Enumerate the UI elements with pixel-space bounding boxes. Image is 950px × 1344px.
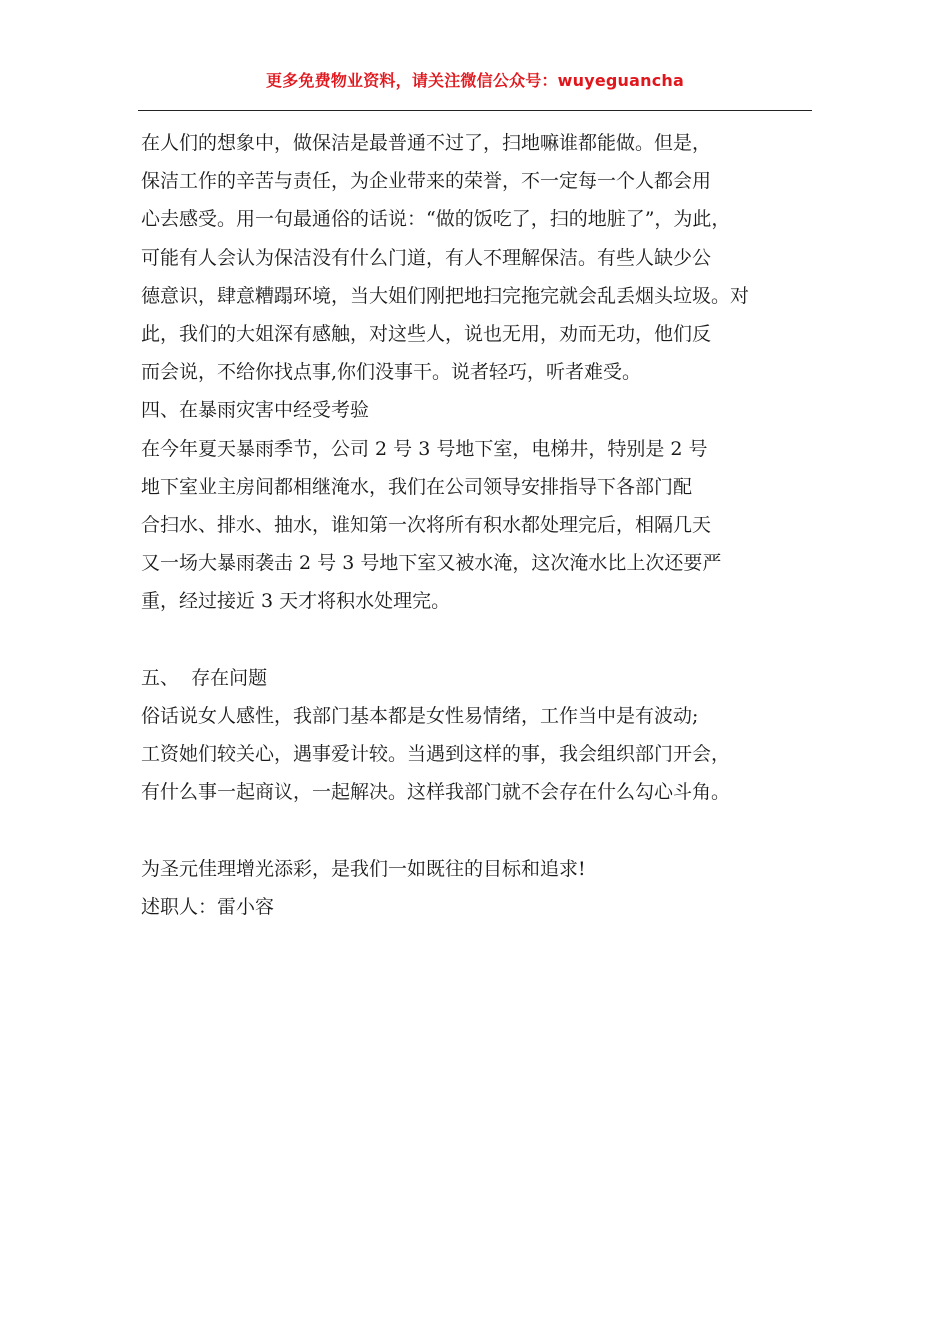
blank-line [141,811,811,849]
paragraph-line: 心去感受。用一句最通俗的话说：“做的饭吃了，扫的地脏了”，为此， [141,208,731,231]
header-divider [138,110,812,111]
paragraph-line: 俗话说女人感性，我部门基本都是女性易情绪，工作当中是有波动; [141,704,699,727]
paragraph-line: 在今年夏天暴雨季节，公司 2 号 3 号地下室，电梯井，特别是 2 号 [141,437,708,460]
blank-line [141,620,811,658]
paragraph-line: 德意识，肆意糟蹋环境，当大姐们刚把地扫完拖完就会乱丢烟头垃圾。对 [141,284,750,307]
closing-statement: 为圣元佳理增光添彩，是我们一如既往的目标和追求! [141,857,586,880]
paragraph-line: 工资她们较关心，遇事爱计较。当遇到这样的事，我会组织部门开会， [141,743,731,765]
section-heading-5: 五、 存在问题 [141,666,268,689]
document-body [141,124,811,926]
paragraph-line: 保洁工作的辛苦与责任，为企业带来的荣誉，不一定每一个人都会用 [141,170,712,193]
paragraph-line: 地下室业主房间都相继淹水，我们在公司领导安排指导下各部门配 [141,475,693,498]
promo-header: 更多免费物业资料，请关注微信公众号：wuyeguancha [266,71,684,90]
paragraph-line: 合扫水、排水、抽水，谁知第一次将所有积水都处理完后，相隔几天 [141,513,712,536]
paragraph-line: 又一场大暴雨袭击 2 号 3 号地下室又被水淹，这次淹水比上次还要严 [141,552,722,575]
paragraph-line: 有什么事一起商议，一起解决。这样我部门就不会存在什么勾心斗角。 [141,781,731,804]
paragraph-line: 此，我们的大姐深有感触，对这些人，说也无用，劝而无功，他们反 [141,322,712,345]
paragraph-line: 在人们的想象中，做保洁是最普通不过了，扫地嘛谁都能做。但是， [141,132,712,154]
paragraph-line: 重，经过接近 3 天才将积水处理完。 [141,590,451,613]
section-heading-4: 四、在暴雨灾害中经受考验 [141,399,370,422]
paragraph-line: 而会说，不给你找点事,你们没事干。说者轻巧，听者难受。 [141,361,642,384]
paragraph-line: 可能有人会认为保洁没有什么门道，有人不理解保洁。有些人缺少公 [141,246,712,269]
signature: 述职人：雷小容 [141,895,275,918]
